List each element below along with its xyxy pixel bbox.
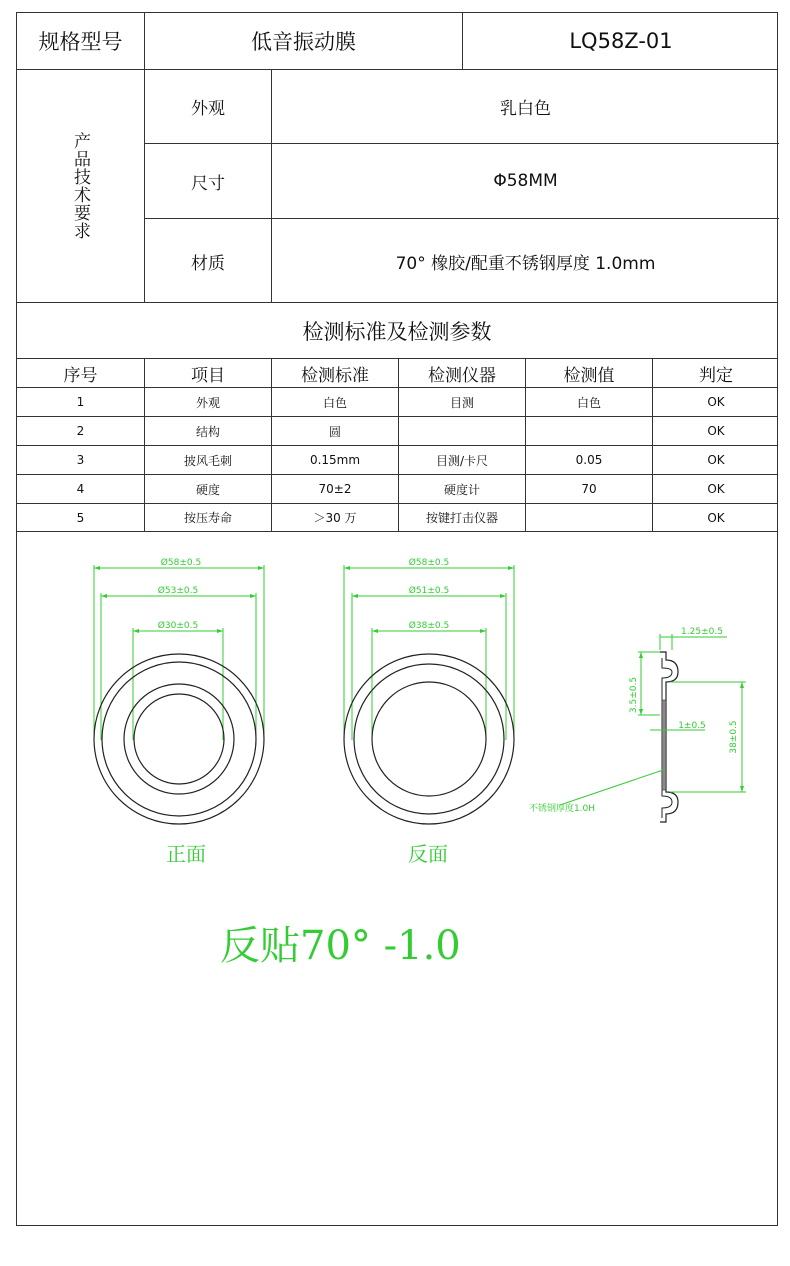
table-cell [525, 504, 652, 531]
table-cell: 硬度计 [398, 475, 525, 503]
spec-sheet [16, 12, 778, 1226]
requirements-section-label [17, 70, 144, 302]
table-cell: 按压寿命 [144, 504, 271, 531]
table-cell: 白色 [271, 388, 398, 416]
drawing-caption: 反贴70° -1.0 [220, 923, 461, 969]
table-cell: OK [652, 475, 779, 503]
table-cell: 0.15mm [271, 446, 398, 474]
requirement-value: 乳白色 [271, 70, 779, 143]
back-dim-outer: Ø58±0.5 [408, 558, 450, 568]
table-cell: 70±2 [271, 475, 398, 503]
table-row [17, 416, 777, 445]
back-dim-inner: Ø38±0.5 [408, 621, 450, 631]
table-cell: 目测/卡尺 [398, 446, 525, 474]
requirement-label: 材质 [144, 219, 271, 303]
table-cell: 3 [76, 453, 85, 467]
front-dim-middle: Ø53±0.5 [157, 586, 199, 596]
table-cell: 硬度 [144, 475, 271, 503]
table-cell: 外观 [144, 388, 271, 416]
requirement-row [144, 70, 779, 143]
table-cell: ＞30 万 [271, 504, 398, 531]
header-row [17, 13, 777, 69]
column-header: 项目 [144, 359, 271, 387]
table-cell: OK [652, 504, 779, 531]
table-cell: 白色 [525, 388, 652, 416]
table-row [17, 387, 777, 416]
inspection-header-row [17, 358, 777, 387]
column-header: 检测仪器 [398, 359, 525, 387]
table-cell: 0.05 [525, 446, 652, 474]
table-cell [398, 417, 525, 445]
front-dim-inner: Ø30±0.5 [157, 621, 199, 631]
table-cell: 1 [76, 395, 85, 409]
inspection-title: 检测标准及检测参数 [302, 319, 492, 344]
requirement-label: 尺寸 [144, 144, 271, 218]
requirement-value: 70° 橡胶/配重不锈钢厚度 1.0mm [271, 219, 779, 303]
table-cell: 70 [525, 475, 652, 503]
table-cell: 结构 [144, 417, 271, 445]
table-cell: OK [652, 388, 779, 416]
column-header: 判定 [652, 359, 779, 387]
requirements-block [17, 69, 777, 302]
table-cell: 2 [76, 424, 85, 438]
product-name: 低音振动膜 [144, 13, 462, 69]
front-view-label: 正面 [166, 842, 206, 866]
back-dim-middle: Ø51±0.5 [408, 586, 450, 596]
table-cell: 4 [76, 482, 85, 496]
column-header: 检测值 [525, 359, 652, 387]
table-row [17, 445, 777, 474]
requirement-row [144, 218, 779, 303]
table-cell: 按键打击仪器 [398, 504, 525, 531]
requirement-label: 外观 [144, 70, 271, 143]
back-view-label: 反面 [408, 842, 448, 866]
front-dim-outer: Ø58±0.5 [160, 558, 202, 568]
table-row [17, 474, 777, 503]
model-number: LQ58Z-01 [462, 13, 779, 69]
requirement-row [144, 143, 779, 218]
table-cell: OK [652, 417, 779, 445]
section-note: 不锈钢厚度1.0H [528, 804, 596, 814]
table-cell: 5 [76, 510, 85, 525]
spec-label: 规格型号 [38, 30, 123, 54]
column-header: 检测标准 [271, 359, 398, 387]
table-cell: OK [652, 446, 779, 474]
table-row [17, 503, 777, 532]
table-cell: 披风毛刺 [144, 446, 271, 474]
requirements-section-text: 产品技术要求 [70, 132, 90, 240]
requirement-value: Φ58MM [271, 144, 779, 218]
table-cell [525, 417, 652, 445]
section-dim-depth: 3.5±0.5 [629, 676, 639, 714]
table-cell: 圆 [271, 417, 398, 445]
table-cell: 目测 [398, 388, 525, 416]
section-dim-height: 38±0.5 [729, 720, 739, 754]
section-dim-width: 1.25±0.5 [681, 627, 723, 637]
column-header: 序号 [63, 365, 98, 386]
section-dim-thickness: 1±0.5 [678, 721, 706, 731]
inspection-title-row [17, 302, 777, 358]
